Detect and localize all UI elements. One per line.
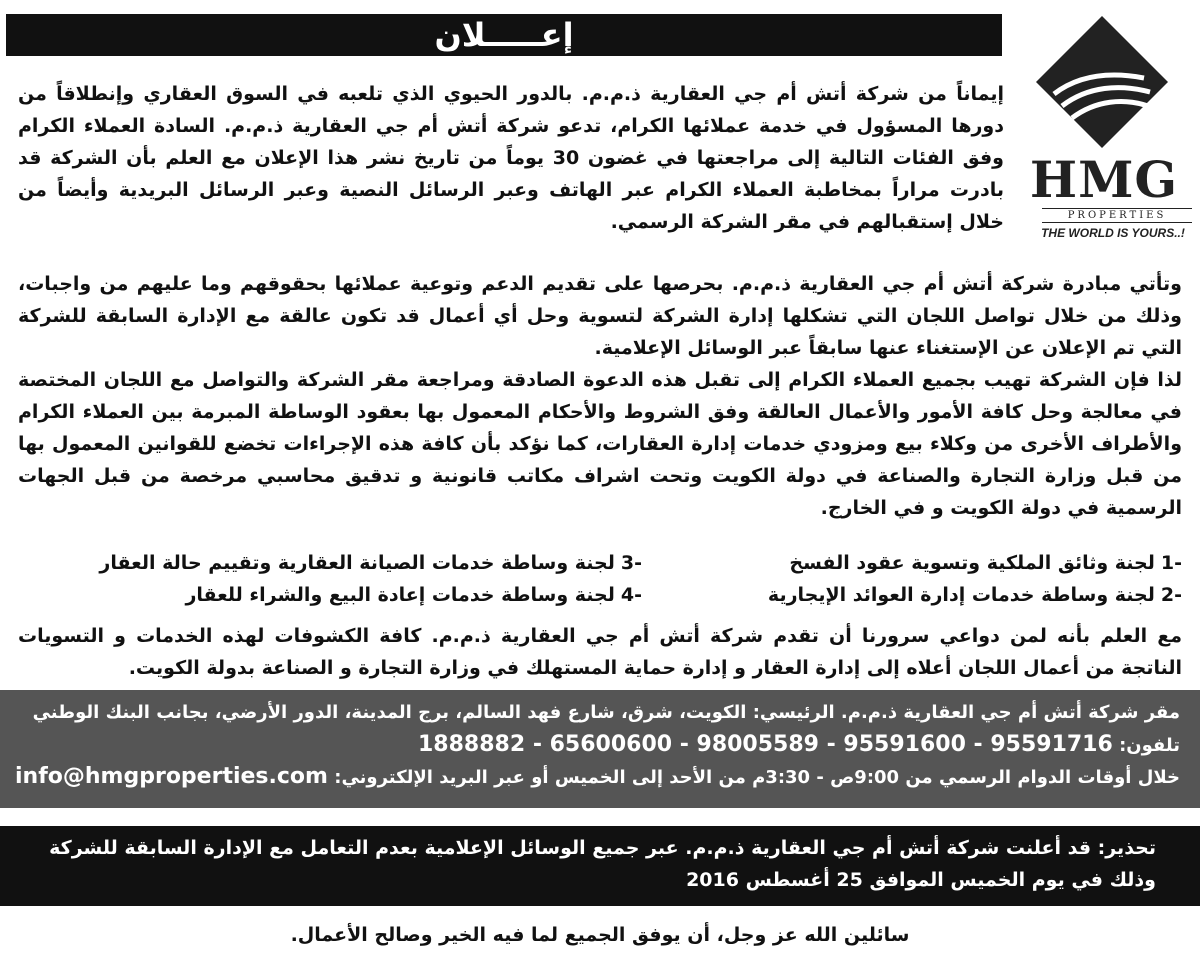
warning-text: تحذير: قد أعلنت شركة أتش أم جي العقارية ذ.م.م. عبر جميع الوسائل الإعلامية بعدم التعامل مع الإدارة السابقة للشركة وذلك في يوم الخميس الموافق 25 أغسطس 2016: [49, 837, 1156, 891]
phone-label: تلفون:: [1119, 735, 1180, 756]
committee-number: -2: [1160, 584, 1182, 606]
paragraph-initiative: وتأتي مبادرة شركة أتش أم جي العقارية ذ.م.م. بحرصها على تقديم الدعم وتوعية عملائها بحقوقهم وما عليهم من واجبات، وذلك من خلال تواصل اللجان التي تشكلها إدارة الشركة لتسوية وحل أي أعمال قد تكون عالقة مع الإدارة السابقة للشركة التي تم الإعلان عن الإستغناء عنها سابقاً عبر الوسائل الإعلامية.: [18, 273, 1182, 359]
committee-label: لجنة وساطة خدمات الصيانة العقارية وتقييم حالة العقار: [99, 552, 615, 574]
logo-brand: HMG: [1029, 150, 1179, 209]
logo-tagline: THE WORLD IS YOURS..!: [1041, 226, 1185, 240]
committee-label: لجنة وساطة خدمات إدارة العوائد الإيجارية: [767, 584, 1155, 606]
committee-label: لجنة وساطة خدمات إعادة البيع والشراء للعقار: [185, 584, 615, 606]
office-hours: خلال أوقات الدوام الرسمي من 9:00ص - 3:30م من الأحد إلى الخميس أو عبر البريد الإلكتروني:: [334, 767, 1180, 788]
committee-number: -1: [1160, 552, 1182, 574]
committee-item: [768, 579, 1182, 611]
committee-item: [789, 547, 1182, 579]
paragraph-reports: مع العلم بأنه لمن دواعي سرورنا أن تقدم شركة أتش أم جي العقارية ذ.م.م. كافة الكشوفات لهذه الخدمات و التسويات الناتجة من أعمال اللجان أعلاه إلى إدارة العقار و إدارة حماية المستهلك في وزارة التجارة و الصناعة بدولة الكويت.: [18, 625, 1182, 679]
committee-label: لجنة وثائق الملكية وتسوية عقود الفسخ: [789, 552, 1155, 574]
logo-sub: PROPERTIES: [1042, 208, 1192, 223]
committee-item: [99, 547, 642, 579]
paragraph-invitation: لذا فإن الشركة تهيب بجميع العملاء الكرام إلى تقبل هذه الدعوة الصادقة ومراجعة مقر الشركة والتواصل مع اللجان المختصة في معالجة وحل كافة الأمور والأعمال العالقة وفق الشروط والأحكام المعمول بها بعقود الوساطة المبرمة بين العملاء الكرام والأطراف الأخرى من وكلاء بيع ومزودي خدمات إدارة العقارات، كما نؤكد بأن كافة هذه الإجراءات تخضع للقوانين المعمول بها من قبل وزارة التجارة والصناعة في دولة الكويت وتحت اشراف مكاتب قانونية و تدقيق محاسبي مرخصة من قبل الجهات الرسمية في دولة الكويت و في الخارج.: [18, 369, 1182, 519]
hmg-logo: [1024, 8, 1184, 240]
paragraph-intro: إيماناً من شركة أتش أم جي العقارية ذ.م.م. بالدور الحيوي الذي تلعبه في السوق العقاري وإنطلاقاً من دورها المسؤول في خدمة عملائها الكرام، تدعو شركة أتش أم جي العقارية ذ.م.م. السادة العملاء الكرام وفق الفئات التالية إلى مراجعتها في غضون 30 يوماً من تاريخ نشر هذا الإعلان مع العلم بأن الشركة قد بادرت مراراً بمخاطبة العملاء الكرام عبر الهاتف وعبر الرسائل النصية وعبر الرسائل البريدية وأيضاً من خلال إستقبالهم في مقر الشركة الرسمي.: [18, 83, 1004, 233]
committee-list: [18, 547, 1182, 611]
email-link[interactable]: info@hmgproperties.com: [15, 764, 328, 789]
phone-line: [418, 730, 1180, 761]
contact-info-band: [0, 690, 1200, 808]
closing-text: سائلين الله عز وجل، أن يوفق الجميع لما فيه الخير وصالح الأعمال.: [290, 924, 910, 946]
announcement-title: [6, 14, 1002, 56]
committee-number: -3: [620, 552, 642, 574]
warning-band: [0, 826, 1200, 906]
announcement-title-text: إعـــــلان: [434, 16, 574, 54]
hours-line: [15, 762, 1180, 793]
phone-numbers: 1888882 - 65600600 - 98005589 - 95591600 - 95591716: [418, 732, 1113, 757]
committee-item: [185, 579, 642, 611]
hmg-emblem-icon: [1032, 12, 1172, 152]
address-line: مقر شركة أتش أم جي العقارية ذ.م.م. الرئيسي: الكويت، شرق، شارع فهد السالم، برج المدينة، الدور الأرضي، بجانب البنك الوطني: [32, 702, 1180, 723]
committee-number: -4: [620, 584, 642, 606]
